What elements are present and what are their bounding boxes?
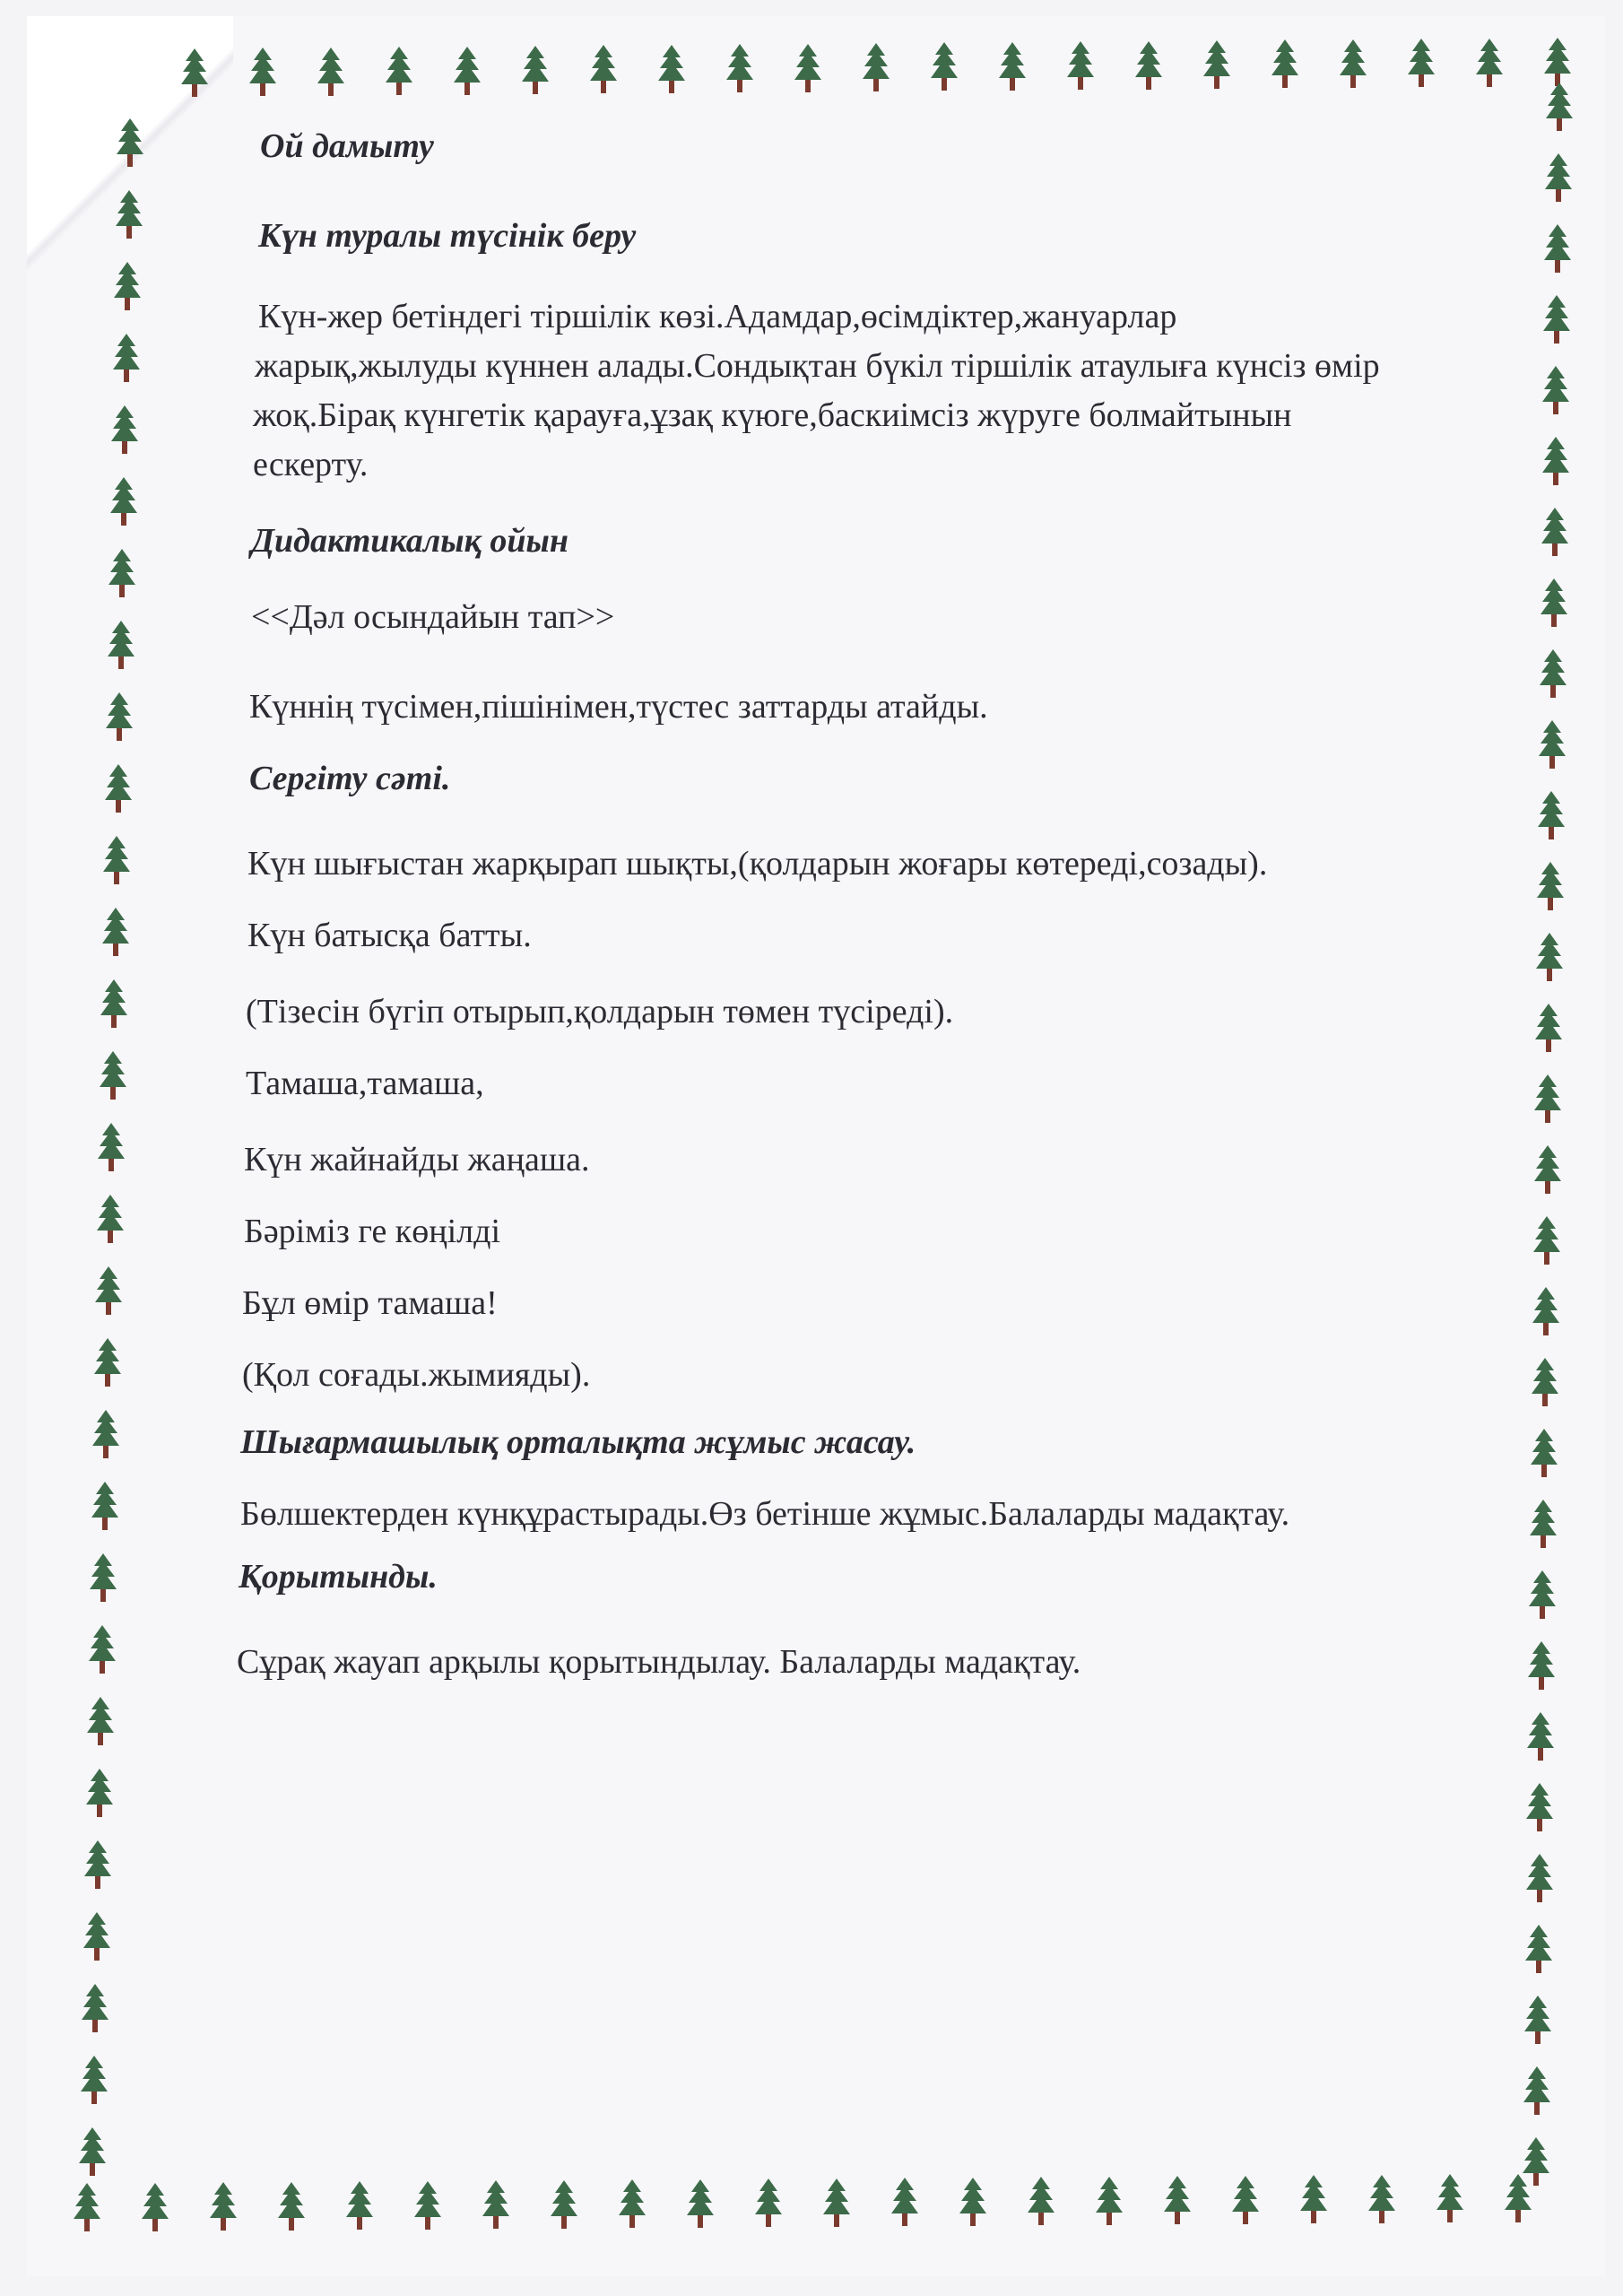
fir-tree-icon bbox=[1065, 39, 1096, 95]
fir-tree-icon bbox=[108, 475, 139, 531]
heading-oi-damytu: Ой дамыту bbox=[260, 127, 434, 165]
fir-tree-icon bbox=[1539, 577, 1569, 632]
fir-tree-icon bbox=[617, 2178, 647, 2233]
fir-tree-icon bbox=[1534, 931, 1565, 987]
fir-tree-icon bbox=[316, 46, 346, 101]
fir-tree-icon bbox=[1338, 38, 1368, 93]
body-line: жоқ.Бірақ күнгетік қарауға,ұзақ күюге,баскиімсіз жүруге болмайтынын bbox=[253, 396, 1292, 434]
fir-tree-icon bbox=[1298, 2173, 1329, 2229]
fir-tree-icon bbox=[1532, 1144, 1563, 1199]
fir-tree-icon bbox=[99, 978, 129, 1033]
fir-tree-icon bbox=[109, 404, 140, 459]
fir-tree-icon bbox=[107, 547, 137, 603]
body-line: Күн батысқа батты. bbox=[247, 917, 532, 954]
fir-tree-icon bbox=[92, 1336, 123, 1392]
fir-tree-icon bbox=[112, 260, 143, 316]
fir-tree-icon bbox=[1544, 81, 1575, 136]
fir-tree-icon bbox=[85, 1695, 116, 1751]
fir-tree-icon bbox=[115, 117, 145, 172]
fir-tree-icon bbox=[114, 188, 144, 244]
heading-shygarmashylyk: Шығармашылық орталықта жұмыс жасау. bbox=[240, 1423, 916, 1461]
fir-tree-icon bbox=[1527, 1569, 1558, 1624]
fir-tree-icon bbox=[179, 47, 210, 102]
fir-tree-icon bbox=[452, 45, 482, 100]
fir-tree-icon bbox=[1537, 718, 1567, 774]
fir-tree-icon bbox=[87, 1623, 117, 1679]
fir-tree-icon bbox=[80, 1982, 110, 2038]
fir-tree-icon bbox=[1270, 38, 1300, 93]
body-line: (Тізесін бүгіп отырып,қолдарын төмен түсіреді). bbox=[246, 993, 954, 1031]
fir-tree-icon bbox=[412, 2179, 443, 2235]
fir-tree-icon bbox=[88, 1552, 118, 1607]
fir-tree-icon bbox=[1538, 648, 1568, 703]
fir-tree-icon bbox=[1524, 1852, 1555, 1908]
fir-tree-icon bbox=[84, 1767, 115, 1822]
fir-tree-icon bbox=[1026, 2175, 1056, 2231]
body-line: Бөлшектерден күнқұрастырады.Өз бетінше жұмыс.Балаларды мадақтау. bbox=[240, 1495, 1290, 1533]
fir-tree-icon bbox=[821, 2177, 852, 2232]
fir-tree-icon bbox=[1529, 1427, 1559, 1483]
fir-tree-icon bbox=[588, 43, 619, 99]
fir-tree-icon bbox=[1543, 152, 1574, 207]
body-line: ескерту. bbox=[253, 446, 369, 483]
fir-tree-icon bbox=[1530, 1356, 1560, 1412]
heading-sergitu: Сергіту сәті. bbox=[249, 760, 451, 797]
fir-tree-icon bbox=[1524, 1781, 1555, 1837]
fir-tree-icon bbox=[1535, 860, 1566, 916]
fir-tree-icon bbox=[1526, 1639, 1557, 1695]
fir-tree-icon bbox=[1533, 1002, 1564, 1057]
fir-tree-icon bbox=[753, 2177, 784, 2232]
fir-tree-icon bbox=[1523, 1994, 1553, 2049]
fir-tree-icon bbox=[79, 2054, 109, 2109]
fir-tree-icon bbox=[1202, 39, 1232, 94]
fir-tree-icon bbox=[1523, 1923, 1554, 1979]
fir-tree-icon bbox=[111, 332, 142, 387]
fir-tree-icon bbox=[958, 2176, 988, 2231]
fir-tree-icon bbox=[1522, 2065, 1552, 2120]
fir-tree-icon bbox=[91, 1408, 121, 1464]
body-line: Сұрақ жауап арқылы қорытындылау. Балаларды мадақтау. bbox=[237, 1643, 1081, 1681]
fir-tree-icon bbox=[1532, 1214, 1562, 1270]
fir-tree-icon bbox=[95, 1193, 126, 1248]
heading-didaktikalyk: Дидактикалық ойын bbox=[251, 522, 568, 560]
fir-tree-icon bbox=[100, 906, 131, 961]
fir-tree-icon bbox=[82, 1839, 113, 1894]
fir-tree-icon bbox=[1094, 2175, 1124, 2231]
fir-tree-icon bbox=[1541, 364, 1571, 420]
fir-tree-icon bbox=[247, 46, 278, 101]
fir-tree-icon bbox=[481, 2179, 511, 2234]
fir-tree-icon bbox=[93, 1265, 124, 1320]
fir-tree-icon bbox=[1133, 39, 1164, 95]
fir-tree-icon bbox=[1367, 2173, 1397, 2229]
fir-tree-icon bbox=[1162, 2174, 1193, 2230]
fir-tree-icon bbox=[101, 834, 132, 890]
fir-tree-icon bbox=[208, 2180, 239, 2236]
body-line: жарық,жылуды күннен алады.Сондықтан бүкіл тіршілік атаулыға күнсіз өмір bbox=[255, 347, 1380, 385]
fir-tree-icon bbox=[793, 42, 823, 98]
fir-tree-icon bbox=[77, 2126, 108, 2181]
fir-tree-icon bbox=[90, 1480, 120, 1535]
fir-tree-icon bbox=[1474, 37, 1505, 92]
fir-tree-icon bbox=[1532, 1073, 1563, 1128]
fir-tree-icon bbox=[1536, 789, 1567, 845]
fir-tree-icon bbox=[103, 762, 134, 818]
fir-tree-icon bbox=[1531, 1285, 1561, 1341]
fir-tree-icon bbox=[1435, 2172, 1465, 2228]
fir-tree-icon bbox=[82, 1910, 112, 1966]
heading-korytyndy: Қорытынды. bbox=[239, 1558, 438, 1596]
body-line: (Қол соғады.жымияды). bbox=[242, 1356, 591, 1394]
fir-tree-icon bbox=[1541, 293, 1572, 349]
fir-tree-icon bbox=[1230, 2174, 1261, 2230]
fir-tree-icon bbox=[104, 691, 135, 746]
fir-tree-icon bbox=[72, 2181, 102, 2237]
body-line: Күн-жер бетіндегі тіршілік көзі.Адамдар,өсімдіктер,жануарлар bbox=[258, 298, 1177, 335]
fir-tree-icon bbox=[929, 40, 959, 96]
fir-tree-icon bbox=[384, 45, 414, 100]
fir-tree-icon bbox=[725, 42, 755, 98]
fir-tree-icon bbox=[276, 2180, 307, 2236]
fir-tree-icon bbox=[140, 2181, 170, 2237]
body-line: Күннің түсімен,пішінімен,түстес заттарды атайды. bbox=[249, 688, 988, 726]
body-line: Күн жайнайды жаңаша. bbox=[244, 1141, 590, 1178]
fir-tree-icon bbox=[1540, 506, 1570, 561]
body-line: <<Дәл осындайын тап>> bbox=[251, 598, 615, 636]
fir-tree-icon bbox=[1542, 222, 1573, 278]
fir-tree-icon bbox=[1406, 37, 1436, 92]
body-line: Бәріміз ге көңілді bbox=[244, 1213, 501, 1250]
fir-tree-icon bbox=[98, 1049, 128, 1105]
heading-kun-turaly: Күн туралы түсінік беру bbox=[258, 217, 637, 255]
fir-tree-icon bbox=[549, 2179, 579, 2234]
fir-tree-icon bbox=[106, 619, 136, 674]
fir-tree-icon bbox=[656, 43, 687, 99]
fir-tree-icon bbox=[1541, 435, 1571, 491]
fir-tree-icon bbox=[344, 2179, 375, 2235]
fir-tree-icon bbox=[1521, 2135, 1551, 2191]
fir-tree-icon bbox=[890, 2176, 920, 2231]
fir-tree-icon bbox=[685, 2178, 716, 2233]
body-line: Күн шығыстан жарқырап шықты,(қолдарын жоғары көтереді,созады). bbox=[247, 845, 1268, 883]
fir-tree-icon bbox=[1525, 1710, 1556, 1766]
fir-tree-icon bbox=[520, 44, 551, 100]
fir-tree-icon bbox=[96, 1121, 126, 1177]
body-line: Бұл өмір тамаша! bbox=[242, 1284, 498, 1322]
fir-tree-icon bbox=[997, 40, 1028, 96]
fir-tree-icon bbox=[861, 41, 891, 97]
fir-tree-icon bbox=[1528, 1498, 1558, 1553]
body-line: Тамаша,тамаша, bbox=[246, 1065, 484, 1102]
